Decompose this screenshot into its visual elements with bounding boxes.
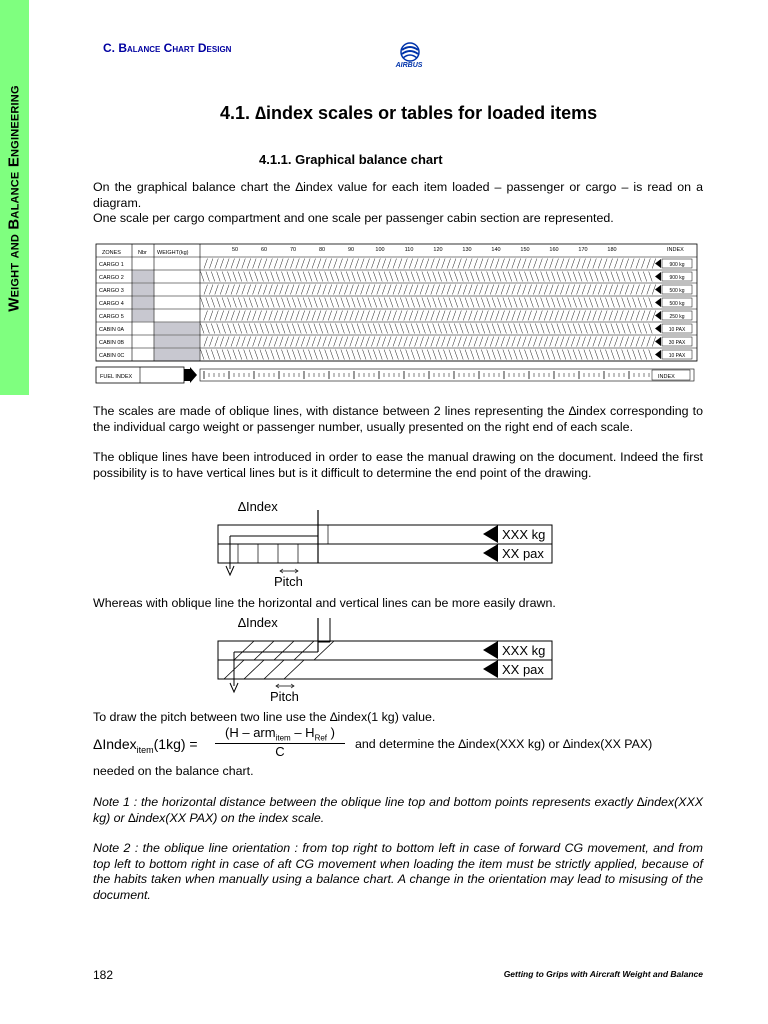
- chart-zone-row: [96, 323, 697, 336]
- formula-numerator: (H – arm: [225, 725, 276, 740]
- chart-scale-tick-label: 60: [260, 247, 268, 253]
- chart-scale-tick-label: 50: [231, 247, 239, 253]
- chart-zone-row: [96, 297, 697, 310]
- chart-zone-unit: 900 kg: [669, 262, 685, 268]
- chart-scale-tick-label: 170: [578, 247, 588, 253]
- chart-scale-tick-label: 70: [289, 247, 297, 253]
- formula-num-sub1: item: [275, 733, 291, 743]
- chart-zone-unit: 900 kg: [669, 275, 685, 281]
- paragraph-intro: On the graphical balance chart the ∆index value for each item loaded – passenger or cargo – is read on a diagram.: [93, 180, 703, 210]
- formula-lhs-sub: item: [136, 744, 154, 755]
- paragraph-scales: One scale per cargo compartment and one scale per passenger cabin section are represented.: [93, 211, 614, 225]
- chart-scale-tick-label: 130: [462, 247, 472, 253]
- chart-header-weight: WEIGHT(kg): [157, 250, 189, 256]
- section-header: C. Balance Chart Design: [103, 41, 232, 55]
- diagram1-pitch-label: Pitch: [274, 574, 303, 589]
- chart-scale-tick-label: 120: [433, 247, 443, 253]
- diagram1-kg-label: XXX kg: [502, 527, 546, 542]
- chart-zone-label: CABIN 0B: [99, 340, 125, 346]
- oblique-lines-diagram: [216, 612, 556, 708]
- note-1: Note 1 : the horizontal distance between the oblique line top and bottom points represents exactly ∆index(XXX kg) or ∆index(XX PAX) on the index scale.: [93, 795, 703, 825]
- paragraph-pitch: To draw the pitch between two line use the ∆index(1 kg) value.: [93, 710, 436, 724]
- chart-zone-label: CARGO 5: [99, 314, 124, 320]
- paragraph-oblique-lines: The scales are made of oblique lines, with distance between 2 lines representing the ∆index corresponding to the individual cargo weight or passenger number, usually presented on the right end of each scale.: [93, 404, 703, 434]
- delta-index-formula: [93, 725, 713, 765]
- diagram2-pitch-label: Pitch: [270, 689, 299, 704]
- chart-scale-tick-label: 140: [491, 247, 501, 253]
- note-2: Note 2 : the oblique line orientation : from top right to bottom left in case of forward CG movement, and from top left to bottom right in case of aft CG movement when loading the item must be strictly applied, because of the habits taken when manually using a balance chart. A change in the orientation may lead to misusing of the document.: [93, 841, 703, 902]
- diagram1-pax-label: XX pax: [502, 546, 544, 561]
- formula-lhs-arg: (1kg) =: [153, 736, 198, 752]
- chart-scale-tick-label: 100: [375, 247, 385, 253]
- chart-zone-row: [96, 336, 697, 349]
- diagram1-index-label: ∆Index: [238, 499, 278, 514]
- diagram2-index-label: ∆Index: [238, 615, 278, 630]
- chart-zone-label: CARGO 1: [99, 262, 124, 268]
- heading-level-1: 4.1. ∆index scales or tables for loaded items: [220, 103, 598, 123]
- chart-zone-unit: 10 PAX: [668, 327, 686, 333]
- chart-zone-row: [96, 259, 697, 271]
- paragraph-needed: needed on the balance chart.: [93, 764, 254, 778]
- chart-scale-tick-label: 180: [607, 247, 617, 253]
- airbus-logo-text: AIRBUS: [395, 62, 423, 69]
- formula-rhs: and determine the ∆index(XXX kg) or ∆index(XX PAX): [355, 737, 653, 751]
- formula-denominator: C: [275, 744, 285, 759]
- chart-zone-row: [96, 349, 697, 362]
- side-banner: [0, 0, 29, 395]
- paragraph-oblique-advantage: Whereas with oblique line the horizontal and vertical lines can be more easily drawn.: [93, 596, 556, 610]
- chart-scale-tick-label: 80: [318, 247, 326, 253]
- paragraph-oblique-purpose: The oblique lines have been introduced in order to ease the manual drawing on the document. Indeed the first possibility is to have vertical lines but is it difficult to determine the end point of the drawing.: [93, 450, 703, 480]
- chart-zone-unit: 250 kg: [669, 314, 685, 320]
- chart-zone-label: CARGO 4: [99, 301, 124, 307]
- chart-zone-label: CABIN 0C: [99, 353, 125, 359]
- formula-num-sub2: Ref: [314, 733, 328, 743]
- chart-scale-tick-label: 160: [549, 247, 559, 253]
- chart-header-index: INDEX: [667, 247, 684, 253]
- side-banner-label: Weight and Balance Engineering: [5, 85, 23, 312]
- diagram2-pax-label: XX pax: [502, 662, 544, 677]
- chart-zone-label: CARGO 3: [99, 288, 124, 294]
- chart-zone-row: [96, 284, 697, 297]
- formula-num-end: ): [327, 725, 335, 740]
- formula-lhs: ΔIndex: [93, 736, 137, 752]
- chart-zone-unit: 500 kg: [669, 301, 685, 307]
- chart-zone-label: CARGO 2: [99, 275, 124, 281]
- formula-num-mid: – H: [290, 725, 315, 740]
- chart-header-zones: ZONES: [102, 250, 121, 256]
- footer-book-title: Getting to Grips with Aircraft Weight and Balance: [503, 969, 703, 979]
- page-number: 182: [93, 968, 114, 982]
- heading-level-2: 4.1.1. Graphical balance chart: [259, 152, 443, 167]
- vertical-lines-diagram: [216, 496, 556, 592]
- chart-zone-unit: 30 PAX: [668, 340, 686, 346]
- chart-zone-label: CABIN 0A: [99, 327, 125, 333]
- chart-zone-row: [96, 271, 697, 284]
- chart-zone-unit: 10 PAX: [668, 353, 686, 359]
- chart-zone-row: [96, 310, 697, 323]
- chart-header-nbr: Nbr: [138, 250, 147, 256]
- chart-scale-tick-label: 90: [347, 247, 355, 253]
- diagram2-kg-label: XXX kg: [502, 643, 546, 658]
- chart-scale-tick-label: 110: [404, 247, 414, 253]
- chart-scale-tick-label: 150: [520, 247, 530, 253]
- chart-zone-unit: 500 kg: [669, 288, 685, 294]
- fuel-index-label: FUEL INDEX: [100, 374, 133, 380]
- fuel-index-end-label: INDEX: [658, 374, 675, 380]
- balance-chart-figure: [92, 240, 702, 388]
